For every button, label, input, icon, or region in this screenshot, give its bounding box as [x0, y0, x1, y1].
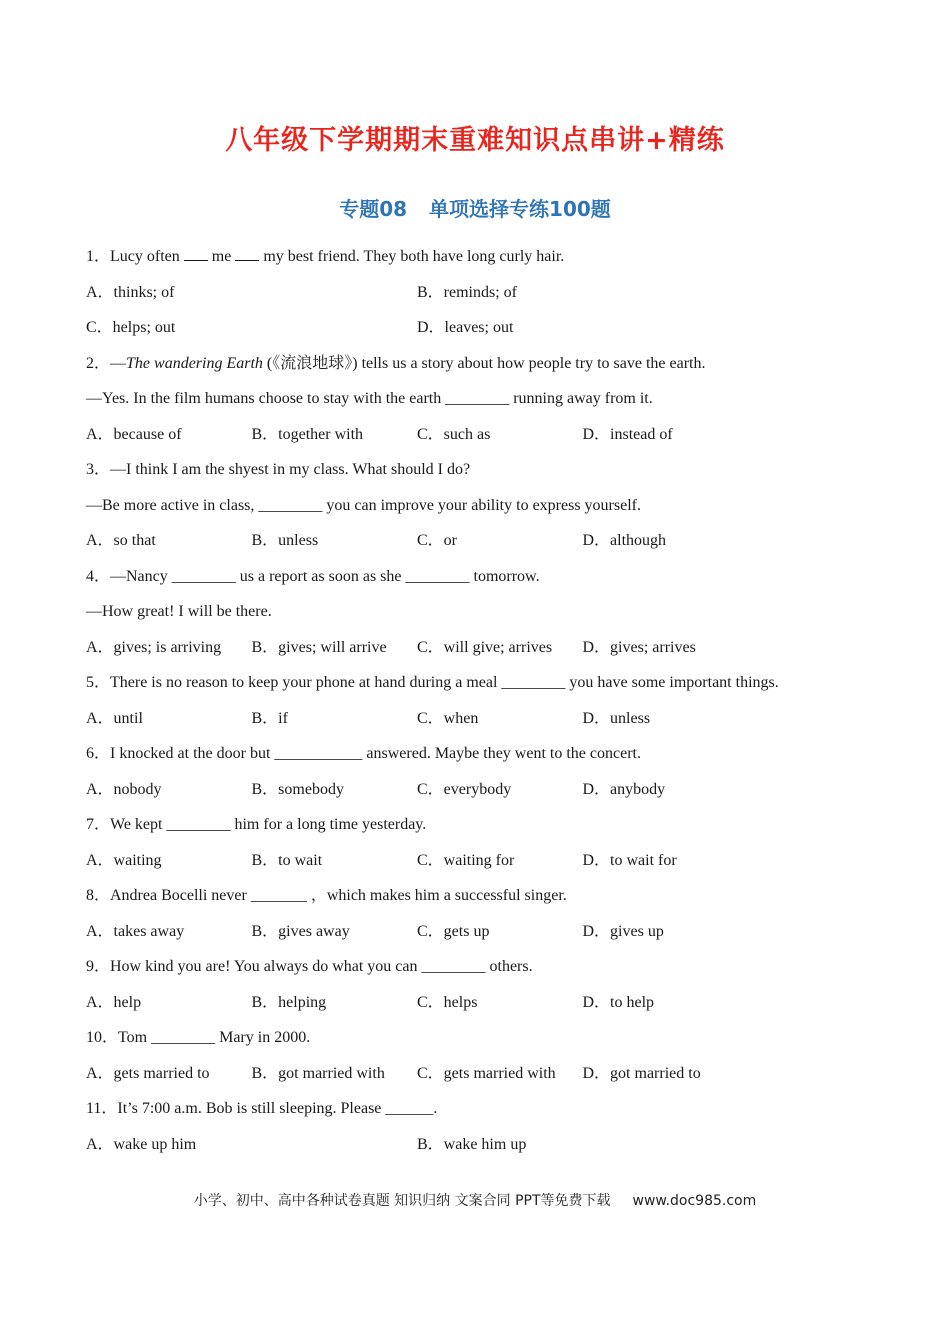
option-b: B．somebody [251, 780, 344, 798]
option-b: B．gives away [251, 922, 350, 940]
option-c: C．helps; out [86, 319, 176, 336]
option-b: B．gives; will arrive [251, 638, 387, 656]
option-a: A．waiting [86, 851, 162, 869]
question-2-stem: 2．—The wandering Earth (《流浪地球》) tells us a story about how people try to save the earth. [86, 354, 706, 372]
question-7-options [86, 847, 866, 883]
question-9-stem: 9．How kind you are! You always do what you can ________ others. [86, 958, 533, 975]
question-9-options [86, 989, 866, 1025]
option-b: B．to wait [251, 851, 323, 869]
question-7-stem: 7．We kept ________ him for a long time yesterday. [86, 816, 427, 833]
option-c: C．gets up [417, 922, 490, 940]
question-1-options-row2 [86, 314, 866, 350]
question-11-options [86, 1131, 866, 1167]
option-b: B．helping [251, 993, 327, 1011]
option-c: C．helps [417, 993, 478, 1011]
option-a: A．nobody [86, 780, 162, 798]
answer-blank [184, 246, 208, 261]
question-5-stem: 5．There is no reason to keep your phone at hand during a meal ________ you have some important things. [86, 674, 779, 691]
film-title: The wandering Earth [126, 354, 263, 372]
page-title: 八年级下学期期末重难知识点串讲+精练 [225, 125, 725, 156]
option-d: D．gives; arrives [582, 638, 696, 656]
question-2-reply: —Yes. In the film humans choose to stay with the earth ________ running away from it. [86, 390, 653, 407]
question-6-stem: 6．I knocked at the door but ___________ answered. Maybe they went to the concert. [86, 745, 641, 762]
question-2-options [86, 421, 866, 457]
page-footer [0, 1190, 950, 1210]
option-b: B．together with [251, 425, 364, 443]
option-b: B．unless [251, 532, 319, 549]
option-c: C．gets married with [417, 1064, 556, 1082]
option-d: D．to wait for [582, 851, 677, 869]
question-11-stem: 11．It’s 7:00 a.m. Bob is still sleeping. Please ______. [86, 1100, 438, 1117]
question-4-options [86, 634, 866, 670]
question-3-options [86, 527, 866, 563]
option-a: A．so that [86, 532, 156, 549]
question-4-stem: 4．—Nancy ________ us a report as soon as she ________ tomorrow. [86, 567, 540, 585]
question-1-options-row1 [86, 279, 866, 315]
question-8-options [86, 918, 866, 954]
option-d: D．got married to [582, 1064, 701, 1082]
option-d: D．although [582, 532, 667, 549]
option-a: A．wake up him [86, 1135, 197, 1153]
footer-text: 小学、初中、高中各种试卷真题 知识归纳 文案合同 PPT等免费下载 [193, 1193, 611, 1209]
option-c: C．will give; arrives [417, 638, 553, 656]
option-a: A．because of [86, 425, 182, 443]
option-c: C．when [417, 709, 479, 727]
option-d: D．unless [582, 709, 651, 727]
option-c: C．or [417, 532, 458, 549]
subtitle-topic-name: 单项选择专练100题 [429, 197, 611, 221]
option-b: B．got married with [251, 1064, 385, 1082]
option-b: B．if [251, 709, 288, 727]
question-list [86, 243, 866, 1166]
question-4-reply: —How great! I will be there. [86, 603, 272, 620]
option-a: A．help [86, 993, 142, 1011]
option-c: C．such as [417, 425, 491, 443]
question-5-options [86, 705, 866, 741]
footer-link[interactable]: www.doc985.com [632, 1193, 757, 1209]
question-3-stem: 3．—I think I am the shyest in my class. What should I do? [86, 461, 471, 478]
option-a: A．gives; is arriving [86, 638, 222, 656]
page-subtitle [0, 193, 950, 222]
option-d: D．anybody [582, 780, 666, 798]
question-6-options [86, 776, 866, 812]
option-b: B．reminds; of [417, 283, 517, 301]
option-a: A．takes away [86, 922, 185, 940]
option-d: D．leaves; out [417, 319, 514, 336]
question-8-stem: 8．Andrea Bocelli never _______ ，which makes him a successful singer. [86, 887, 567, 904]
option-d: D．gives up [582, 922, 664, 940]
question-10-options [86, 1060, 866, 1096]
answer-blank [235, 246, 259, 261]
option-d: D．instead of [582, 425, 673, 443]
option-b: B．wake him up [417, 1135, 527, 1153]
option-c: C．everybody [417, 780, 512, 798]
question-3-reply: —Be more active in class, ________ you can improve your ability to express yourself. [86, 496, 641, 514]
subtitle-topic-number: 专题08 [339, 197, 408, 221]
option-a: A．until [86, 709, 143, 727]
option-d: D．to help [582, 993, 655, 1011]
question-10-stem: 10．Tom ________ Mary in 2000. [86, 1029, 311, 1046]
option-c: C．waiting for [417, 851, 515, 869]
option-a: A．gets married to [86, 1064, 210, 1082]
question-1-stem: 1．Lucy often me my best friend. They both have long curly hair. [86, 248, 565, 265]
option-a: A．thinks; of [86, 283, 175, 301]
